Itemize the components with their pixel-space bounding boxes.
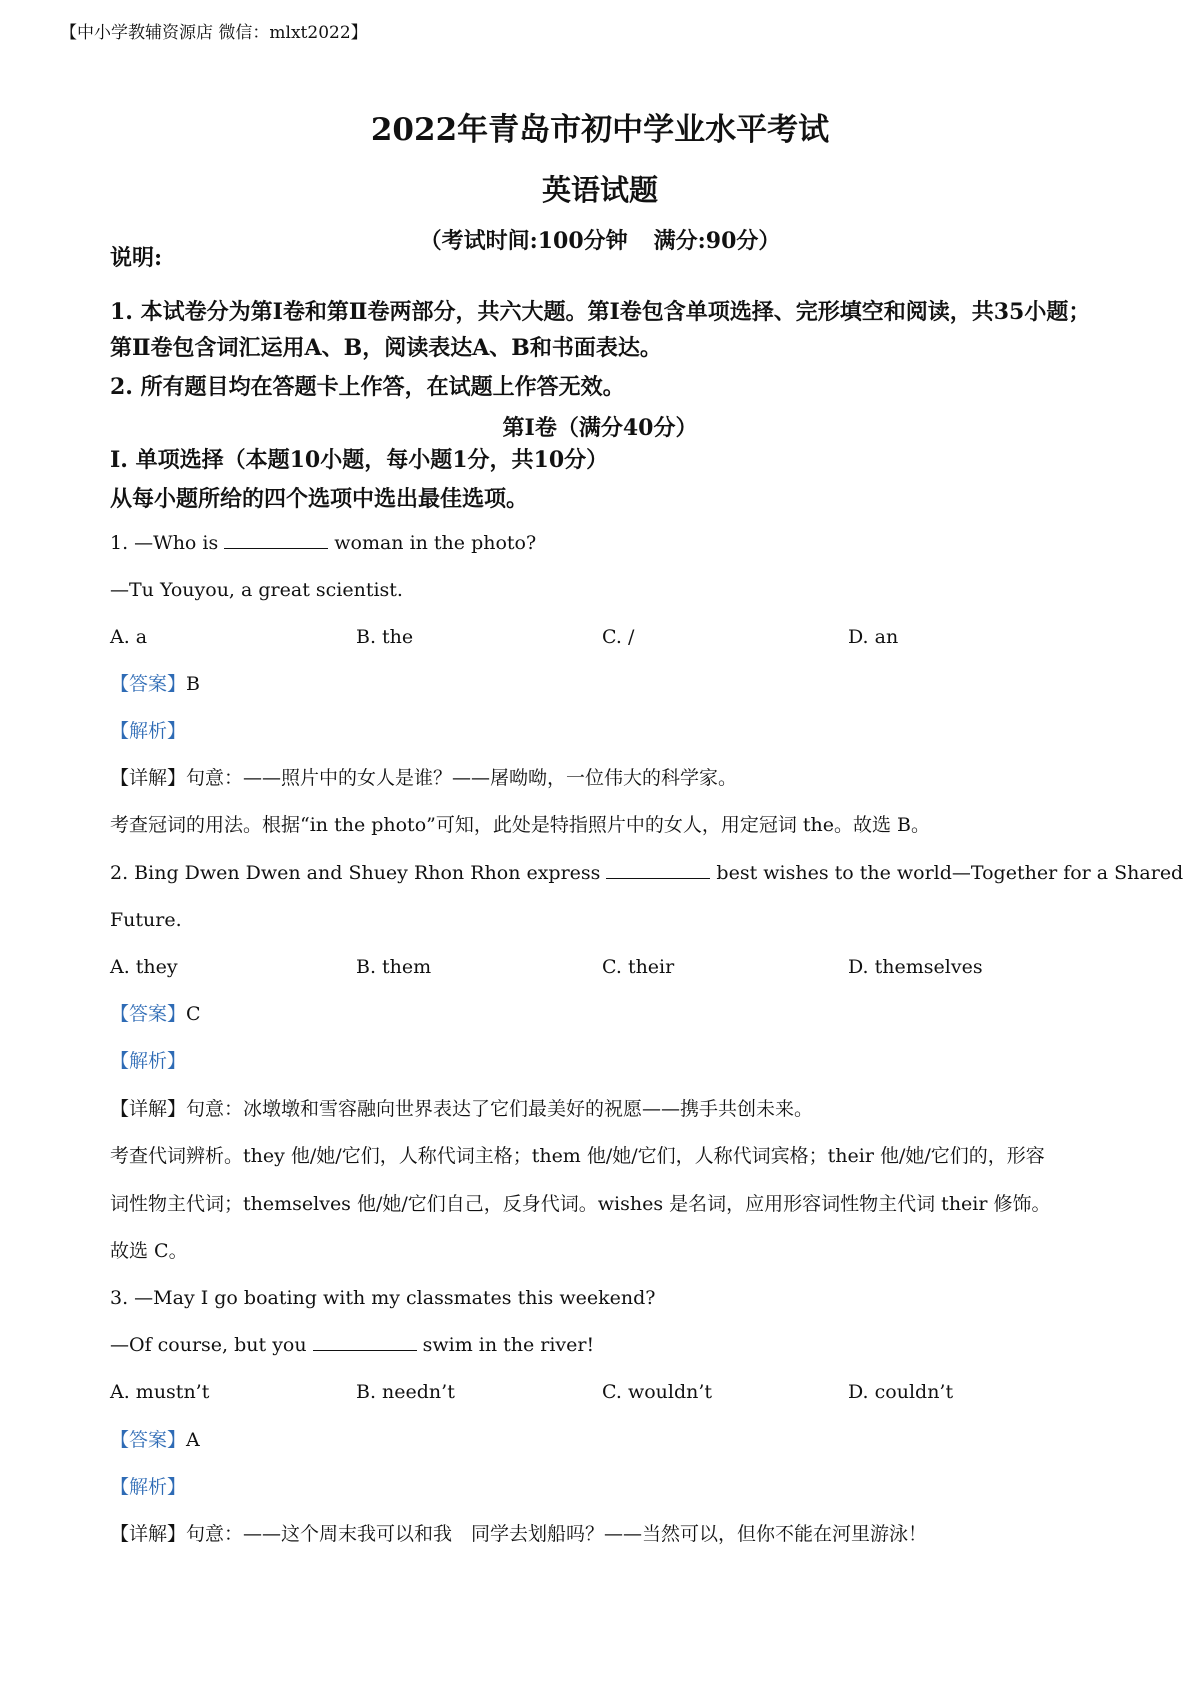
question-3-analysis bbox=[110, 1474, 1110, 1500]
exam-title: 2022年青岛市初中学业水平考试 bbox=[370, 112, 830, 148]
q3-detail-text: 句意：——这个周末我可以和我 同学去划船吗？——当然可以，但你不能在河里游泳！ bbox=[186, 1523, 928, 1545]
question-1-explanation: 考查冠词的用法。根据“in the photo”可知，此处是特指照片中的女人，用定冠词 the。故选 B。 bbox=[110, 814, 931, 836]
q2-detail-text: 句意：冰墩墩和雪容融向世界表达了它们最美好的祝愿——携手共创未来。 bbox=[186, 1098, 814, 1120]
exam-subtitle: 英语试题 bbox=[541, 173, 658, 207]
q1-stem-after: woman in the photo? bbox=[334, 532, 537, 554]
q2-option-c: C. their bbox=[602, 956, 675, 978]
question-1-analysis bbox=[110, 718, 1110, 744]
header-note: 【中小学教辅资源店 微信：mlxt2022】 bbox=[60, 23, 368, 43]
question-2-stem bbox=[110, 860, 1184, 886]
question-2-options bbox=[110, 954, 1110, 980]
q2-option-d: D. themselves bbox=[848, 956, 983, 978]
q2-analysis-tag: 【解析】 bbox=[110, 1050, 187, 1072]
q2-detail-tag: 【详解】 bbox=[110, 1098, 187, 1120]
q3-reply-before: —Of course, but you bbox=[110, 1334, 307, 1356]
q3-blank bbox=[313, 1332, 417, 1351]
q1-answer-value: B bbox=[186, 673, 200, 695]
question-2-detail bbox=[110, 1096, 1110, 1122]
q2-option-a: A. they bbox=[110, 956, 178, 978]
q3-analysis-tag: 【解析】 bbox=[110, 1476, 187, 1498]
q3-reply-after: swim in the river! bbox=[422, 1334, 595, 1356]
instruction-item-2: 2. 所有题目均在答题卡上作答，在试题上作答无效。 bbox=[110, 374, 625, 400]
question-1-stem bbox=[110, 530, 1110, 556]
section1-directions: 从每小题所给的四个选项中选出最佳选项。 bbox=[110, 486, 529, 512]
q3-answer-tag: 【答案】 bbox=[110, 1429, 187, 1451]
q1-answer-tag: 【答案】 bbox=[110, 673, 187, 695]
q3-option-a: A. mustn’t bbox=[110, 1381, 210, 1403]
section1-title: I. 单项选择（本题10小题，每小题1分，共10分） bbox=[110, 447, 609, 473]
part1-title: 第Ⅰ卷（满分40分） bbox=[502, 415, 698, 441]
question-2-explanation-2: 词性物主代词；themselves 他/她/它们自己，反身代词。wishes 是名词，应用形容词性物主代词 their 修饰。 bbox=[110, 1193, 1051, 1215]
instruction-item-1: 1. 本试卷分为第Ⅰ卷和第Ⅱ卷两部分，共六大题。第Ⅰ卷包含单项选择、完形填空和阅读，共35小题；第Ⅱ卷包含词汇运用A、B，阅读表达A、B和书面表达。 bbox=[110, 299, 1091, 361]
q3-option-c: C. wouldn’t bbox=[602, 1381, 713, 1403]
q3-detail-tag: 【详解】 bbox=[110, 1523, 187, 1545]
q1-detail-text: 句意：——照片中的女人是谁？——屠呦呦，一位伟大的科学家。 bbox=[186, 767, 738, 789]
q2-stem-before: 2. Bing Dwen Dwen and Shuey Rhon Rhon express bbox=[110, 862, 601, 884]
question-3-detail bbox=[110, 1521, 1110, 1547]
q1-stem-before: 1. —Who is bbox=[110, 532, 219, 554]
instructions-heading: 说明: bbox=[110, 245, 163, 271]
q3-option-d: D. couldn’t bbox=[848, 1381, 954, 1403]
q2-stem-after: best wishes to the world—Together for a Shared bbox=[716, 862, 1184, 884]
question-1-options bbox=[110, 624, 1110, 650]
q2-option-b: B. them bbox=[356, 956, 432, 978]
exam-time: （考试时间:100分钟 bbox=[419, 228, 628, 254]
question-1-answer bbox=[110, 671, 1110, 697]
q1-blank bbox=[224, 530, 328, 549]
question-3-options bbox=[110, 1379, 1110, 1405]
question-2-stem-cont: Future. bbox=[110, 909, 182, 931]
q3-answer-value: A bbox=[186, 1429, 200, 1451]
q3-option-b: B. needn’t bbox=[356, 1381, 455, 1403]
question-3-stem: 3. —May I go boating with my classmates this weekend? bbox=[110, 1287, 656, 1309]
q1-option-b: B. the bbox=[356, 626, 414, 648]
q1-analysis-tag: 【解析】 bbox=[110, 720, 187, 742]
question-2-explanation-3: 故选 C。 bbox=[110, 1240, 188, 1262]
q1-option-a: A. a bbox=[110, 626, 148, 648]
question-2-analysis bbox=[110, 1048, 1110, 1074]
question-1-reply: —Tu Youyou, a great scientist. bbox=[110, 579, 403, 601]
q1-detail-tag: 【详解】 bbox=[110, 767, 187, 789]
exam-score: 满分:90分） bbox=[653, 228, 781, 254]
q2-answer-tag: 【答案】 bbox=[110, 1003, 187, 1025]
q2-blank bbox=[606, 860, 710, 879]
question-3-reply bbox=[110, 1332, 1110, 1358]
question-1-detail bbox=[110, 765, 1110, 791]
q2-answer-value: C bbox=[186, 1003, 201, 1025]
question-3-answer bbox=[110, 1427, 1110, 1453]
question-2-answer bbox=[110, 1001, 1110, 1027]
question-2-explanation-1: 考查代词辨析。they 他/她/它们，人称代词主格；them 他/她/它们，人称代词宾格；their 他/她/它们的，形容 bbox=[110, 1145, 1045, 1167]
q1-option-c: C. / bbox=[602, 626, 635, 648]
q1-option-d: D. an bbox=[848, 626, 899, 648]
